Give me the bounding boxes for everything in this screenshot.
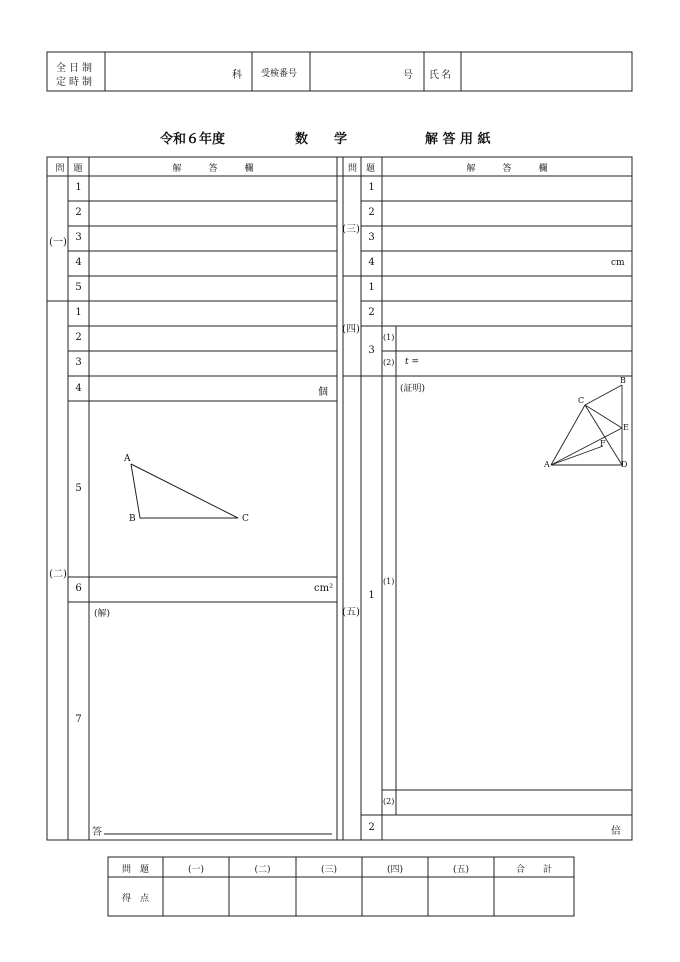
q5-2-number: 2	[368, 822, 375, 833]
left-answer-header: 解 答 欄	[172, 164, 254, 174]
section-3-label: (三)	[342, 224, 360, 235]
section-4-label: (四)	[342, 324, 360, 335]
name-field[interactable]	[464, 54, 629, 89]
answer-2-4[interactable]	[90, 377, 336, 400]
triangle-label-a: A	[124, 454, 131, 464]
unit-cm2: cm²	[314, 583, 334, 594]
unit-ko: 個	[318, 387, 328, 398]
score-cell-1[interactable]	[164, 878, 228, 915]
section-2-label: (二)	[49, 569, 67, 580]
number-suffix: 号	[403, 70, 413, 81]
q1-5-number: 5	[75, 282, 82, 293]
section-1-label: (一)	[49, 237, 67, 248]
score-cell-3[interactable]	[297, 878, 361, 915]
left-question-header: 問 題	[55, 164, 83, 174]
score-question-label: 問 題	[121, 865, 149, 875]
right-question-header: 問 題	[347, 164, 375, 174]
q3-1-number: 1	[368, 182, 375, 193]
answer-5-1-2[interactable]	[397, 791, 631, 814]
subject-suffix: 科	[232, 70, 242, 81]
score-col-1: (一)	[187, 865, 205, 875]
score-cell-2[interactable]	[230, 878, 295, 915]
geo-label-f: F	[600, 439, 606, 448]
section-5-label: (五)	[342, 607, 360, 618]
q2-5-number: 5	[75, 483, 82, 494]
q1-3-number: 3	[75, 232, 82, 243]
q2-3-number: 3	[75, 357, 82, 368]
score-cell-total[interactable]	[495, 878, 573, 915]
answer-2-5-drawing-area[interactable]	[90, 402, 336, 576]
answer-3-2[interactable]	[383, 202, 631, 225]
answer-2-3[interactable]	[90, 352, 336, 375]
score-col-2: (二)	[254, 865, 271, 875]
title-year: 令和６年度	[160, 132, 226, 147]
score-col-total: 合 計	[515, 865, 552, 875]
q4-1-number: 1	[368, 282, 375, 293]
score-col-3: (三)	[320, 865, 338, 875]
q4-2-number: 2	[368, 307, 375, 318]
answer-2-6[interactable]	[90, 578, 336, 601]
q4-3-sub1: (1)	[383, 333, 395, 342]
name-label: 氏名	[429, 70, 453, 81]
geo-label-d: D	[621, 460, 628, 469]
right-answer-header: 解 答 欄	[466, 164, 548, 174]
answer-label: 答	[92, 827, 102, 838]
answer-3-1[interactable]	[383, 177, 631, 200]
answer-5-1-1-proof-area[interactable]	[397, 395, 631, 789]
answer-4-3-2[interactable]	[420, 352, 631, 375]
q4-3-sub2: (2)	[383, 358, 395, 367]
unit-bai: 倍	[611, 826, 621, 837]
solution-label: (解)	[94, 609, 111, 619]
answer-1-4[interactable]	[90, 252, 336, 275]
score-cell-5[interactable]	[429, 878, 493, 915]
geo-label-a: A	[544, 460, 550, 469]
course-parttime: 定時制	[56, 77, 95, 88]
q2-6-number: 6	[75, 583, 82, 594]
score-cell-4[interactable]	[363, 878, 427, 915]
answer-1-3[interactable]	[90, 227, 336, 250]
q2-4-number: 4	[75, 383, 82, 394]
answer-4-3-1[interactable]	[397, 327, 631, 350]
answer-1-2[interactable]	[90, 202, 336, 225]
q2-1-number: 1	[75, 307, 82, 318]
q1-4-number: 4	[75, 257, 82, 268]
answer-3-3[interactable]	[383, 227, 631, 250]
course-fulltime: 全日制	[56, 63, 95, 74]
title-sheet: 解 答 用 紙	[425, 132, 491, 147]
q5-1-number: 1	[368, 590, 375, 601]
answer-3-4[interactable]	[383, 252, 631, 275]
q3-4-number: 4	[368, 257, 375, 268]
q2-7-number: 7	[75, 714, 82, 725]
answer-1-5[interactable]	[90, 277, 336, 300]
answer-5-2[interactable]	[383, 816, 631, 839]
score-col-5: (五)	[452, 865, 470, 875]
subject-field[interactable]	[108, 54, 248, 89]
q3-3-number: 3	[368, 232, 375, 243]
triangle-label-c: C	[242, 514, 249, 524]
q5-1-sub2: (2)	[383, 797, 395, 806]
answer-2-7-solution-area[interactable]	[90, 603, 336, 839]
q3-2-number: 2	[368, 207, 375, 218]
geo-label-c: C	[578, 396, 585, 405]
q2-2-number: 2	[75, 332, 82, 343]
geo-label-b: B	[620, 376, 626, 385]
triangle-label-b: B	[129, 514, 136, 524]
answer-2-1[interactable]	[90, 302, 336, 325]
answer-4-1[interactable]	[383, 277, 631, 300]
geo-label-e: E	[623, 423, 629, 432]
q4-3-number: 3	[368, 345, 375, 356]
unit-cm: cm	[611, 258, 625, 268]
q1-2-number: 2	[75, 207, 82, 218]
answer-2-2[interactable]	[90, 327, 336, 350]
score-points-label: 得 点	[121, 894, 149, 904]
proof-label: (証明)	[400, 384, 426, 394]
title-subject: 数 学	[295, 132, 348, 147]
t-label: t =	[405, 357, 420, 367]
score-col-4: (四)	[386, 865, 404, 875]
q5-1-sub1: (1)	[383, 577, 395, 586]
q1-1-number: 1	[75, 182, 82, 193]
exam-number-label: 受検番号	[261, 69, 298, 79]
answer-4-2[interactable]	[383, 302, 631, 325]
answer-1-1[interactable]	[90, 177, 336, 200]
